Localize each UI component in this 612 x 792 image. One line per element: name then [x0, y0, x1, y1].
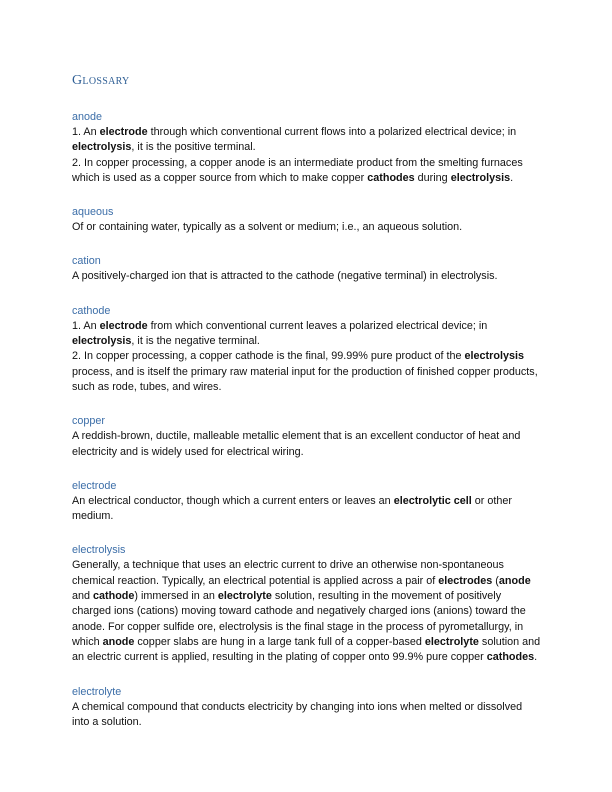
- glossary-term: aqueous: [72, 206, 114, 219]
- definition-text: 2. In copper processing, a copper cathode is the final, 99.99% pure product of the: [72, 350, 465, 363]
- definition-text: A positively-charged ion that is attracted to the cathode (negative terminal) in electrolysis.: [72, 270, 498, 283]
- glossary-entry: [72, 254, 542, 284]
- glossary-term: anode: [72, 111, 103, 123]
- glossary-definition: [72, 125, 542, 156]
- bold-term: anode: [102, 635, 135, 648]
- glossary-entry: [72, 414, 542, 460]
- glossary-definition: [72, 269, 542, 284]
- definition-text: .: [510, 171, 514, 184]
- bold-term: cathode: [93, 590, 135, 603]
- glossary-definition: [72, 349, 542, 395]
- glossary-term: electrode: [72, 479, 117, 492]
- bold-term: cathodes: [367, 171, 415, 184]
- definition-text: solution, resulting in the movement of positively charged ions (cations) moving toward cathode and negatively charged ions (anions) toward the anode. For copper sulfide ore, electrolysis is the final stage in the process of pyrometallurgy, in which: [72, 590, 526, 648]
- bold-term: anode: [498, 574, 531, 587]
- glossary-term: electrolysis: [72, 544, 126, 557]
- definition-text: A reddish-brown, ductile, malleable metallic element that is an excellent conductor of heat and electricity and is widely used for electrical wiring.: [72, 430, 521, 458]
- glossary-page: [72, 72, 542, 749]
- definition-text: through which conventional current flows into a polarized electrical device; in: [147, 126, 517, 138]
- glossary-definition: [72, 494, 542, 525]
- glossary-term: copper: [72, 415, 106, 428]
- definition-text: ) immersed in an: [134, 590, 218, 603]
- bold-term: electrolysis: [72, 335, 132, 348]
- bold-term: electrolyte: [217, 590, 272, 603]
- glossary-entry: [72, 685, 542, 731]
- bold-term: electrolysis: [464, 350, 524, 363]
- glossary-definition: [72, 319, 542, 350]
- glossary-definition: [72, 700, 542, 731]
- glossary-entry: [72, 110, 542, 186]
- definition-text: , it is the positive terminal.: [131, 141, 256, 154]
- bold-term: electrolysis: [72, 141, 132, 154]
- definition-text: or other medium.: [72, 494, 512, 523]
- definition-text: 1. An: [72, 126, 100, 138]
- definition-text: copper slabs are hung in a large tank full of a copper-based: [134, 635, 425, 648]
- bold-term: electrolytic cell: [393, 494, 472, 507]
- bold-term: electrolysis: [450, 171, 511, 184]
- definition-text: during: [414, 171, 451, 184]
- definition-text: process, and is itself the primary raw material input for the production of finished copper products, such as rode, tubes, and wires.: [72, 365, 538, 393]
- definition-text: solution and an electric current is applied, resulting in the plating of copper onto 99.9% pure copper: [72, 635, 541, 664]
- glossary-definition: [72, 558, 542, 665]
- definition-text: Of or containing water, typically as a solvent or medium; i.e., an aqueous solution.: [72, 221, 463, 234]
- definition-text: Generally, a technique that uses an electric current to drive an otherwise non-spontaneous chemical reaction. Typically, an electrical potential is applied across a pair of: [72, 559, 504, 587]
- definition-text: , it is the negative terminal.: [131, 335, 260, 348]
- glossary-entry: [72, 304, 542, 395]
- bold-term: electrode: [99, 319, 148, 332]
- bold-term: electrode: [99, 126, 148, 138]
- glossary-definition: [72, 220, 542, 235]
- definition-text: 1. An: [72, 319, 100, 332]
- glossary-list: [72, 110, 542, 730]
- bold-term: electrodes: [438, 574, 493, 587]
- definition-text: (: [492, 574, 499, 587]
- glossary-term: cathode: [72, 304, 111, 317]
- glossary-entry: [72, 543, 542, 665]
- glossary-term: electrolyte: [72, 685, 122, 698]
- page-title: Glossary: [72, 73, 130, 88]
- glossary-definition: [72, 429, 542, 460]
- glossary-definition: [72, 156, 542, 187]
- glossary-entry: [72, 479, 542, 525]
- definition-text: An electrical conductor, though which a current enters or leaves an: [72, 494, 394, 507]
- definition-text: and: [72, 590, 94, 603]
- definition-text: from which conventional current leaves a polarized electrical device; in: [147, 319, 488, 332]
- bold-term: electrolyte: [424, 635, 479, 648]
- bold-term: cathodes: [486, 651, 535, 664]
- definition-text: .: [534, 651, 538, 664]
- definition-text: 2. In copper processing, a copper anode is an intermediate product from the smelting furnaces which is used as a copper source from which to make copper: [72, 156, 523, 184]
- glossary-term: cation: [72, 255, 101, 268]
- glossary-entry: [72, 205, 542, 235]
- definition-text: A chemical compound that conducts electricity by changing into ions when melted or dissolved into a solution.: [72, 700, 523, 728]
